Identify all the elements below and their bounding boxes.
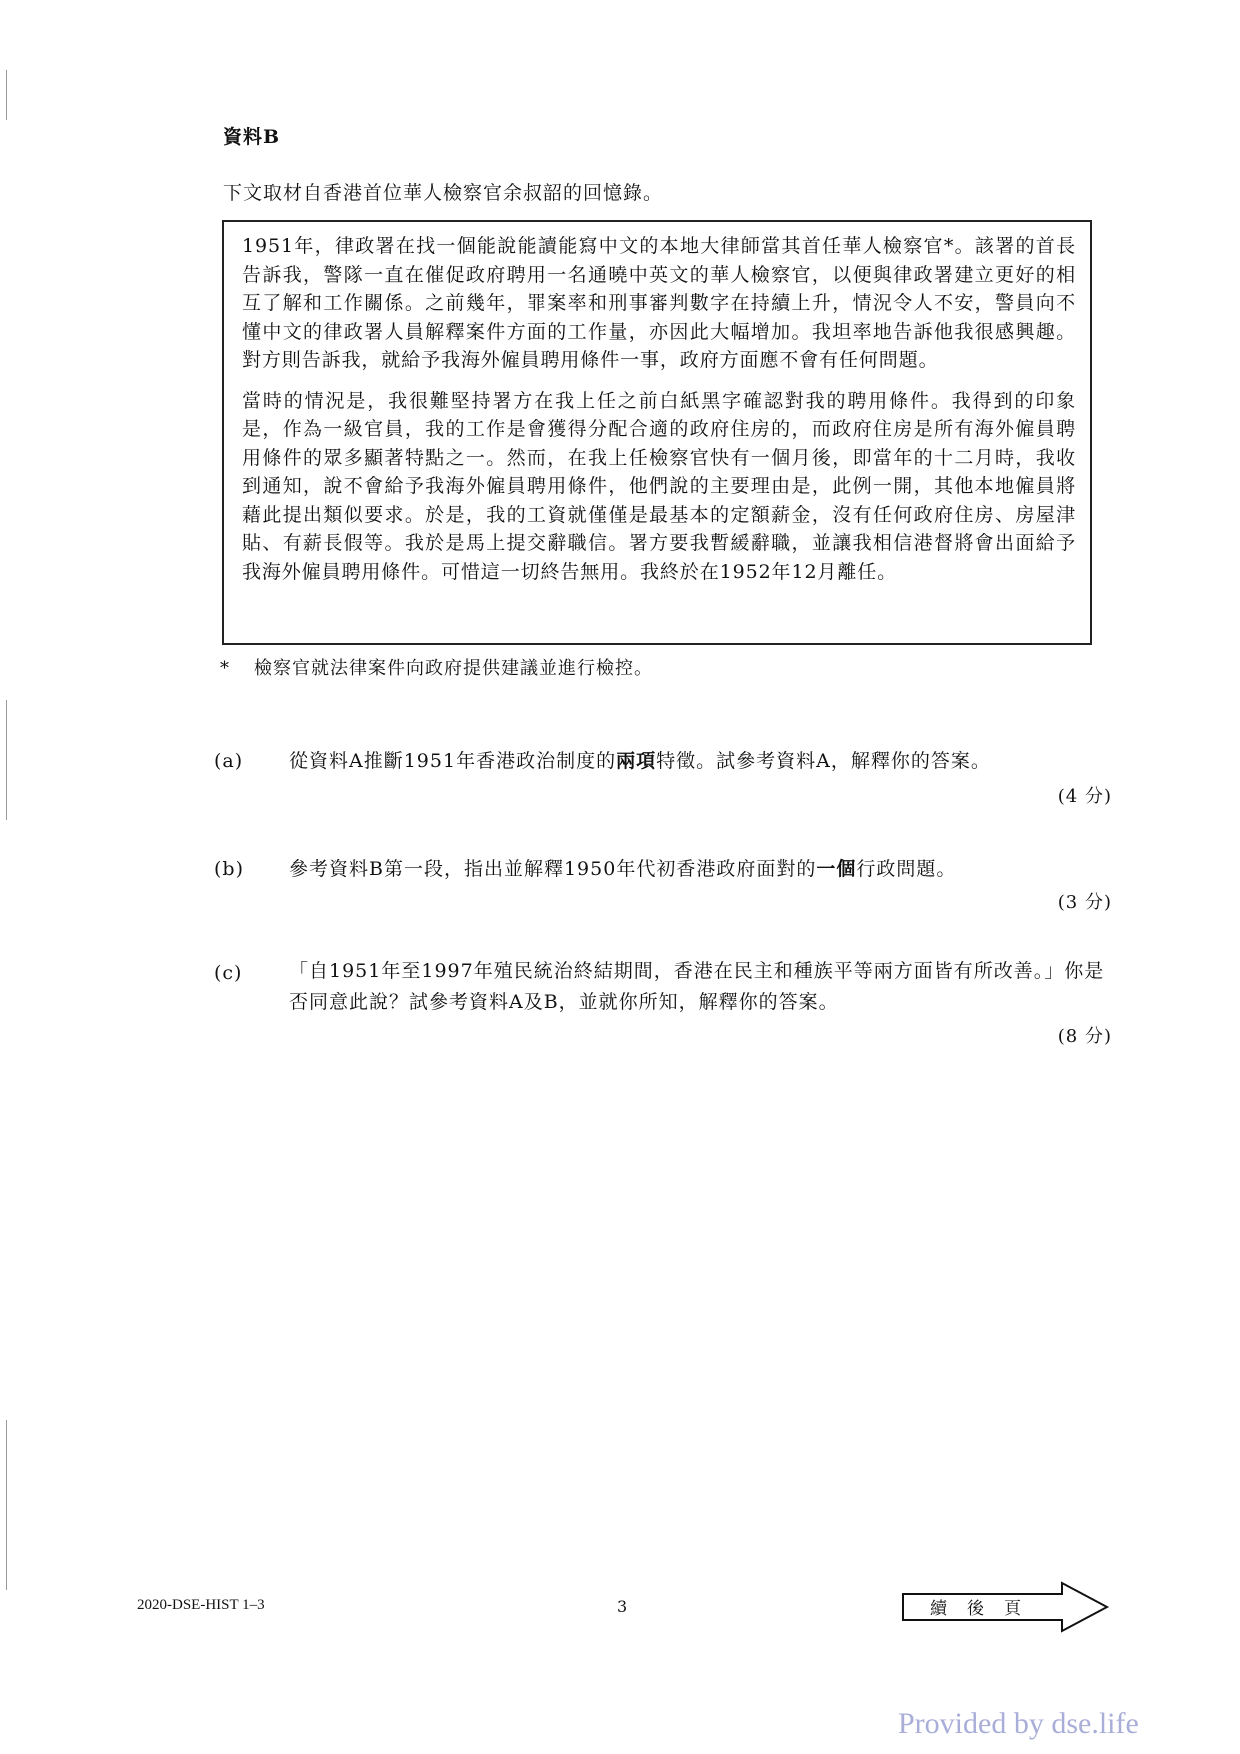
question-marks: (8 分) bbox=[1057, 1026, 1112, 1047]
question-text: 「自1951年至1997年殖民統治終結期間，香港在民主和種族平等兩方面皆有所改善。」你是否同意此說？試參考資料A及B，並就你所知，解釋你的答案。 bbox=[289, 960, 1105, 1013]
source-paragraph-2: 當時的情況是，我很難堅持署方在我上任之前白紙黑字確認對我的聘用條件。我得到的印象是，作為一級官員，我的工作是會獲得分配合適的政府住房的，而政府住房是所有海外僱員聘用條件的眾多顯著特點之一。然而，在我上任檢察官快有一個月後，即當年的十二月時，我收到通知，說不會給予我海外僱員聘用條件，他們說的主要理由是，此例一開，其他本地僱員將藉此提出類似要求。於是，我的工資就僅僅是最基本的定額薪金，沒有任何政府住房、房屋津貼、有薪長假等。我於是馬上提交辭職信。署方要我暫緩辭職，並讓我相信港督將會出面給予我海外僱員聘用條件。可惜這一切終告無用。我終於在1952年12月離任。 bbox=[242, 389, 1076, 583]
question-marks: (3 分) bbox=[1057, 892, 1112, 913]
question-text: 從資料A推斷1951年香港政治制度的兩項特徵。試參考資料A，解釋你的答案。 bbox=[289, 750, 991, 772]
footnote-marker: * bbox=[220, 658, 230, 679]
scan-margin-mark bbox=[6, 1420, 7, 1590]
question-b bbox=[214, 858, 1114, 918]
watermark: Provided by dse.life bbox=[898, 1707, 1139, 1740]
source-heading: 資料B bbox=[223, 126, 281, 148]
question-label: (a) bbox=[214, 750, 244, 772]
question-c bbox=[214, 962, 1114, 1062]
scan-margin-mark bbox=[6, 70, 7, 120]
source-paragraph-1: 1951年，律政署在找一個能說能讀能寫中文的本地大律師當其首任華人檢察官*。該署的首長告訴我，警隊一直在催促政府聘用一名通曉中英文的華人檢察官，以便與律政署建立更好的相互了解和工作關係。之前幾年，罪案率和刑事審判數字在持續上升，情況令人不安，警員向不懂中文的律政署人員解釋案件方面的工作量，亦因此大幅增加。我坦率地告訴他我很感興趣。對方則告訴我，就給予我海外僱員聘用條件一事，政府方面應不會有任何問題。 bbox=[242, 235, 1076, 371]
footnote-text: 檢察官就法律案件向政府提供建議並進行檢控。 bbox=[254, 658, 653, 679]
emphasis: 兩項 bbox=[616, 750, 657, 772]
question-text: 參考資料B第一段，指出並解釋1950年代初香港政府面對的一個行政問題。 bbox=[289, 858, 957, 880]
page-number: 3 bbox=[617, 1597, 628, 1616]
question-label: (c) bbox=[214, 962, 243, 984]
continue-label: 續後頁 bbox=[930, 1599, 1041, 1619]
question-a bbox=[214, 750, 1114, 810]
question-label: (b) bbox=[214, 858, 244, 880]
source-box bbox=[222, 220, 1092, 645]
footnote bbox=[220, 654, 653, 680]
paper-code: 2020-DSE-HIST 1–3 bbox=[137, 1597, 265, 1613]
source-intro: 下文取材自香港首位華人檢察官余叔韶的回憶錄。 bbox=[223, 182, 664, 204]
question-marks: (4 分) bbox=[1057, 786, 1112, 807]
scan-margin-mark bbox=[6, 700, 7, 820]
emphasis: 一個 bbox=[816, 858, 857, 880]
